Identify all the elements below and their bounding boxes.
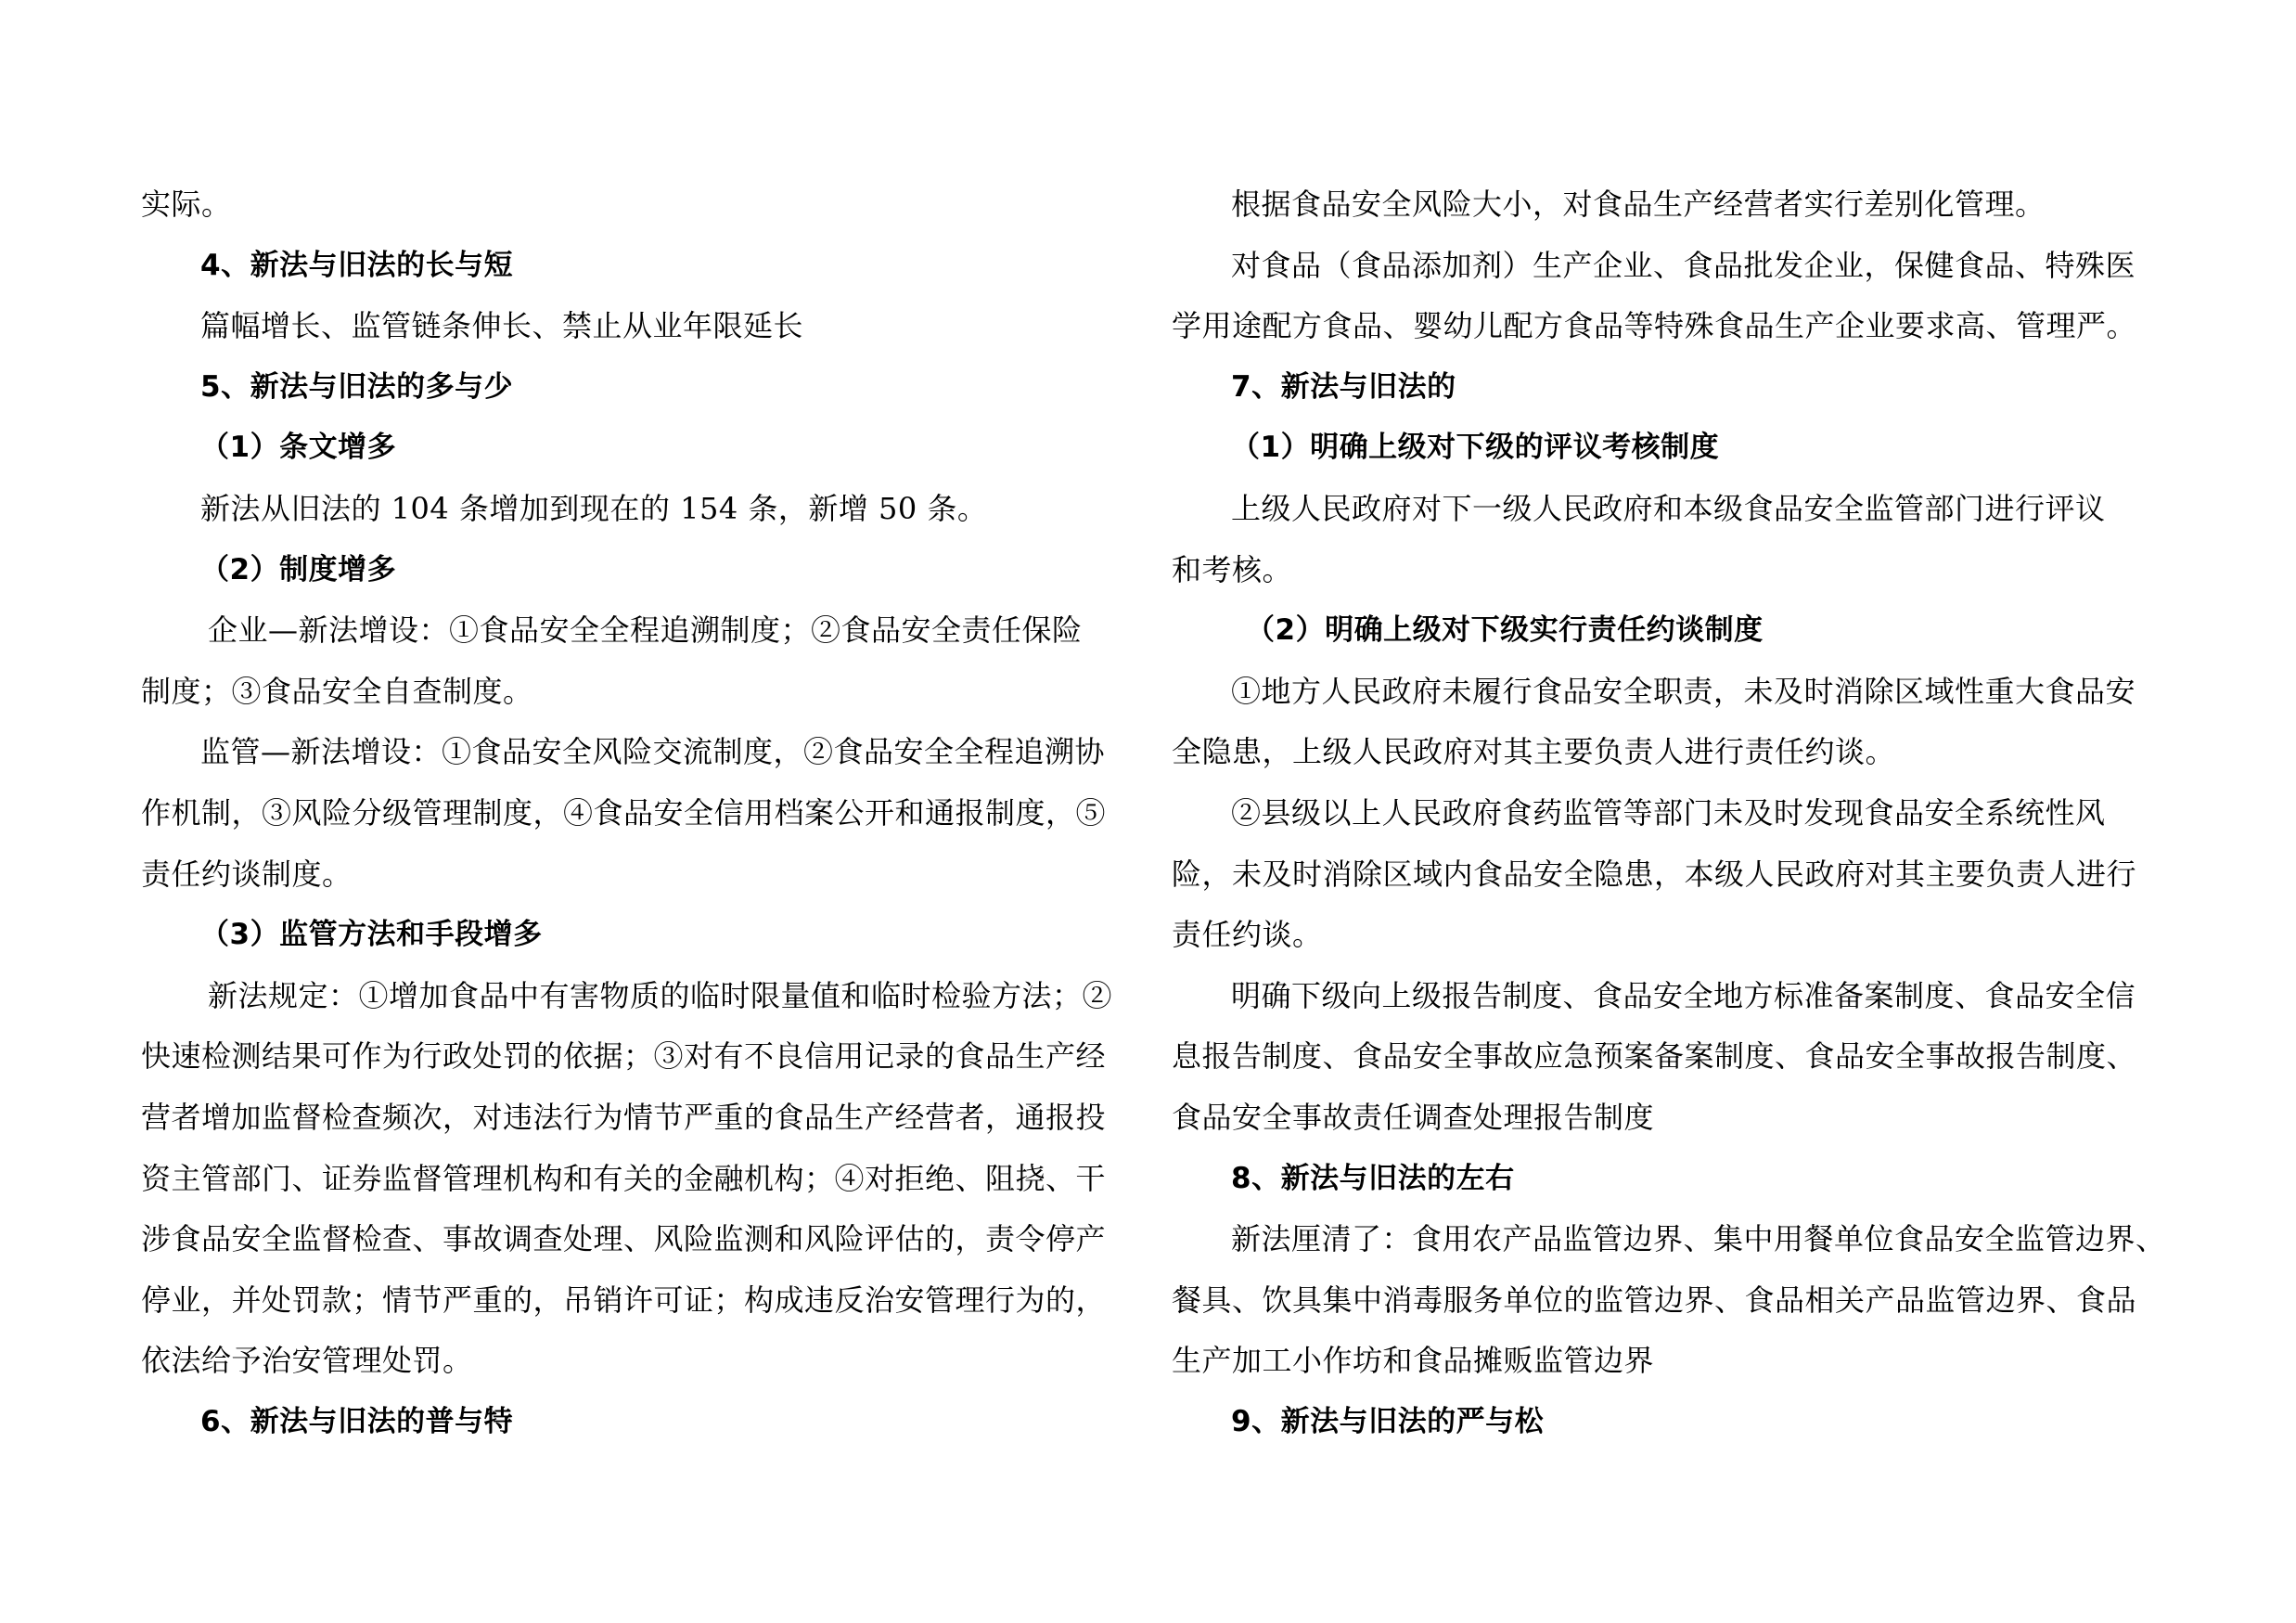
text-line: 新法规定：①增加食品中有害物质的临时限量值和临时检验方法；② [208,977,1113,1013]
text-line: 篇幅增长、监管链条伸长、禁止从业年限延长 [200,308,804,344]
section-heading: 8、新法与旧法的左右 [1231,1161,1515,1195]
text-line: 对食品（食品添加剂）生产企业、食品批发企业，保健食品、特殊医 [1231,247,2136,283]
text-line: 企业—新法增设：①食品安全全程追溯制度；②食品安全责任保险 [208,612,1083,649]
text-line: 依法给予治安管理处罚。 [141,1343,473,1379]
section-heading: 5、新法与旧法的多与少 [200,369,514,404]
section-heading: 4、新法与旧法的长与短 [200,248,514,282]
text-line: 险，未及时消除区域内食品安全隐患，本级人民政府对其主要负责人进行 [1172,856,2137,892]
text-line: 餐具、饮具集中消毒服务单位的监管边界、食品相关产品监管边界、食品 [1172,1282,2137,1318]
text-line: 生产加工小作坊和食品摊贩监管边界 [1172,1343,1655,1379]
text-line: 和考核。 [1172,551,1293,587]
right-column [1172,174,2164,1452]
text-line: 上级人民政府对下一级人民政府和本级食品安全监管部门进行评议 [1231,490,2106,526]
text-line: 快速检测结果可作为行政处罚的依据；③对有不良信用记录的食品生产经 [141,1038,1107,1075]
text-line: 学用途配方食品、婴幼儿配方食品等特殊食品生产企业要求高、管理严。 [1172,308,2137,344]
text-line: 实际。 [141,187,232,222]
section-heading: 9、新法与旧法的严与松 [1231,1404,1545,1438]
text-line: 涉食品安全监督检查、事故调查处理、风险监测和风险评估的，责令停产 [141,1221,1107,1257]
text-line: 资主管部门、证券监督管理机构和有关的金融机构；④对拒绝、阻挠、干 [141,1160,1107,1196]
text-line: ①地方人民政府未履行食品安全职责，未及时消除区域性重大食品安 [1231,673,2136,709]
section-heading: （2）明确上级对下级实行责任约谈制度 [1246,613,1764,648]
text-line: 明确下级向上级报告制度、食品安全地方标准备案制度、食品安全信 [1231,977,2136,1013]
text-line: 根据食品安全风险大小，对食品生产经营者实行差别化管理。 [1231,187,2046,222]
text-line: 监管—新法增设：①食品安全风险交流制度，②食品安全全程追溯协 [200,734,1106,770]
section-heading: 7、新法与旧法的 [1231,369,1456,404]
text-line: ②县级以上人民政府食药监管等部门未及时发现食品安全系统性风 [1231,794,2106,831]
text-line: 新法从旧法的 104 条增加到现在的 154 条，新增 50 条。 [200,490,988,526]
text-line: 停业，并处罚款；情节严重的，吊销许可证；构成违反治安管理行为的， [141,1282,1107,1318]
text-line: 新法厘清了：食用农产品监管边界、集中用餐单位食品安全监管边界、 [1231,1221,2166,1257]
section-heading: （1）明确上级对下级的评议考核制度 [1231,431,1720,465]
left-column [141,174,1134,1452]
section-heading: 6、新法与旧法的普与特 [200,1404,514,1438]
text-line: 责任约谈制度。 [141,856,353,892]
section-heading: （2）制度增多 [200,552,397,586]
text-line: 全隐患，上级人民政府对其主要负责人进行责任约谈。 [1172,734,1896,770]
text-line: 食品安全事故责任调查处理报告制度 [1172,1099,1655,1135]
text-line: 息报告制度、食品安全事故应急预案备案制度、食品安全事故报告制度、 [1172,1038,2137,1075]
section-heading: （1）条文增多 [200,431,397,465]
text-line: 营者增加监督检查频次，对违法行为情节严重的食品生产经营者，通报投 [141,1099,1107,1135]
text-line: 作机制，③风险分级管理制度，④食品安全信用档案公开和通报制度，⑤ [141,794,1107,831]
section-heading: （3）监管方法和手段增多 [200,918,543,952]
text-line: 制度；③食品安全自查制度。 [141,673,533,709]
text-line: 责任约谈。 [1172,917,1323,953]
